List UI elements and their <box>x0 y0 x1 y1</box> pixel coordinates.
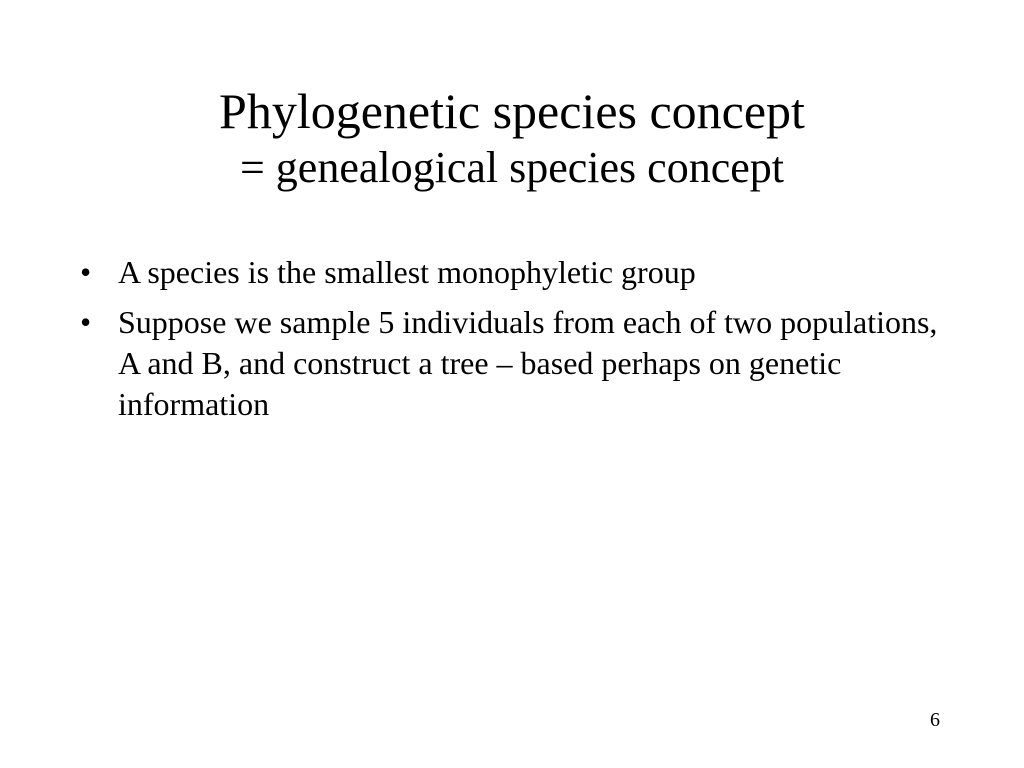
bullet-text: Suppose we sample 5 individuals from each of two populations, A and B, and construct a tree – based perhaps on genetic information <box>118 304 938 422</box>
slide-number: 6 <box>930 709 940 731</box>
bullet-item <box>76 302 956 425</box>
bullet-icon: • <box>80 304 92 340</box>
title-line-1: Phylogenetic species concept <box>219 83 805 139</box>
title-line-2: = genealogical species concept <box>239 143 784 192</box>
bullet-text: A species is the smallest monophyletic group <box>118 254 696 290</box>
bullet-icon: • <box>80 254 92 290</box>
slide-title <box>0 80 1024 194</box>
bullet-list <box>76 252 956 434</box>
bullet-item <box>76 252 956 293</box>
